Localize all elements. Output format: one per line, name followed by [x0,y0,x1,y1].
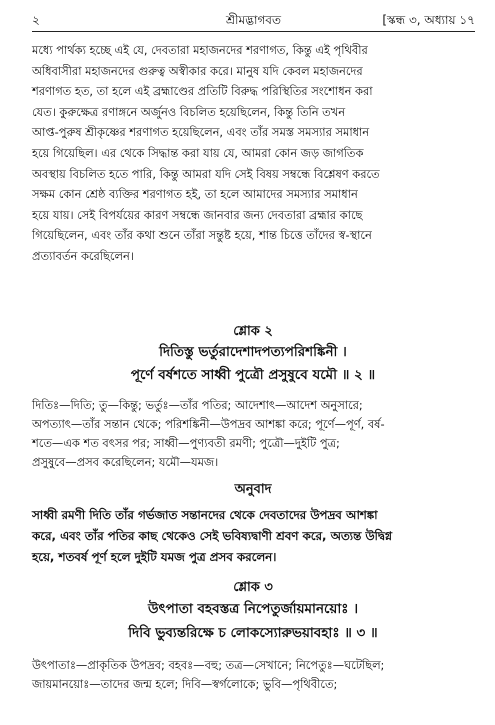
verse-2-heading: শ্লোক ২ [233,324,273,339]
verse-3-line-2: দিবি ভুব্যন্তরিক্ষে চ লোকস্যোরুভয়াবহাঃ ॥ ৩ ॥ [128,625,378,641]
verse-2-line-1: দিতিস্তু ভর্তুরাদেশাদপত্যপরিশঙ্কিনী । [159,344,347,360]
purport-line: অবস্থায় বিচলিত হতে পারি, কিন্তু আমরা যদি সেই বিষয় সম্বন্ধে বিশ্লেষণ করতে [32,166,380,181]
purport-line: শরণাগত হত, তা হলে এই ব্রহ্মাণ্ডের প্রতিটি বিরুদ্ধ পরিস্থিতির সংশোধন করা [32,84,373,99]
purport-line: যেত। কুরুক্ষেত্র রণাঙ্গনে অর্জুনও বিচলিত হয়েছিলেন, কিন্তু তিনি তখন [32,104,345,119]
page-header [32,10,475,32]
gloss-line: উৎপাতাঃ—প্রাকৃতিক উপদ্রব; বহবঃ—বহু; তত্র—সেখানে; নিপেতুঃ—ঘটেছিল; [32,658,385,672]
verse-2-word-meanings [32,396,474,472]
gloss-line: দিতিঃ—দিতি; তু—কিন্তু; ভর্তুঃ—তাঁর পতির; আদেশাৎ—আদেশ অনুসারে; [32,398,363,412]
translation-line: সাধ্বী রমণী দিতি তাঁর গর্ভজাত সন্তানদের থেকে দেবতাদের উপদ্রব আশঙ্কা [32,508,378,522]
translation-line: হয়ে, শতবর্ষ পূর্ণ হলে দুইটি যমজ পুত্র প্রসব করলেন। [32,550,277,564]
translation-heading: অনুবাদ [234,482,272,497]
verse-2-translation [32,505,474,568]
verse-3-word-meanings [32,656,474,694]
verse-3-line-1: উৎপাতা বহবস্তত্র নিপেতুর্জায়মানয়োঃ । [147,601,359,617]
purport-line: হয়ে যায়। সেই বিপর্যয়ের কারণ সম্বন্ধে জানবার জন্য দেবতারা ব্রহ্মার কাছে [32,207,363,222]
verse-3-heading: শ্লোক ৩ [233,580,273,595]
gloss-line: অপত্যাৎ—তাঁর সন্তান থেকে; পরিশঙ্কিনী—উপদ্রব আশঙ্কা করে; পূর্ণে—পূর্ণ, বর্ষ- [32,417,385,431]
purport-line: আপ্ত-পুরুষ শ্রীকৃষ্ণের শরণাগত হয়েছিলেন, এবং তাঁর সমস্ত সমস্যার সমাধান [32,125,370,140]
gloss-line: জায়মানয়োঃ—তাদের জন্ম হলে; দিবি—স্বর্গলোকে; ভুবি—পৃথিবীতে; [32,677,338,691]
purport-line: মধ্যে পার্থক্য হচ্ছে এই যে, দেবতারা মহাজনদের শরণাগত, কিন্তু এই পৃথিবীর [32,43,368,57]
purport-line: হয়ে গিয়েছিল। এর থেকে সিদ্ধান্ত করা যায় যে, আমরা কোন জড় জাগতিক [32,145,364,160]
page-number: ২ [32,13,40,27]
translation-line: করে, এবং তাঁর পতির কাছ থেকেও সেই ভবিষ্যদ্বাণী শ্রবণ করে, অত্যন্ত উদ্বিগ্ন [32,529,393,543]
chapter-reference: [স্কন্ধ ৩, অধ্যায় ১৭ [382,13,475,27]
header-rule [32,31,475,32]
verse-2-line-2: পূর্ণে বর্ষশতে সাধ্বী পুত্রৌ প্রসুষুবে যমৌ ॥ ২ ॥ [130,367,376,383]
purport-line: গিয়েছিলেন, এবং তাঁর কথা শুনে তাঁরা সন্তুষ্ট হয়ে, শান্ত চিত্তে তাঁদের স্ব-স্থানে [32,228,372,243]
book-title: শ্রীমদ্ভাগবত [225,13,281,27]
purport-paragraph [32,40,474,267]
purport-line: প্রত্যাবর্তন করেছিলেন। [32,248,134,263]
purport-line: সক্ষম কোন শ্রেষ্ঠ ব্যক্তির শরণাগত হই, তা হলে আমাদের সমস্যার সমাধান [32,187,358,202]
gloss-line: শতে—এক শত বৎসর পর; সাধ্বী—পুণ্যবতী রমণী; পুত্রৌ—দুইটি পুত্র; [32,436,340,450]
purport-line: অধিবাসীরা মহাজনদের গুরুত্ব অস্বীকার করে। মানুষ যদি কেবল মহাজনদের [32,63,363,78]
gloss-line: প্রসুষুবে—প্রসব করেছিলেন; যমৌ—যমজ। [32,455,219,469]
